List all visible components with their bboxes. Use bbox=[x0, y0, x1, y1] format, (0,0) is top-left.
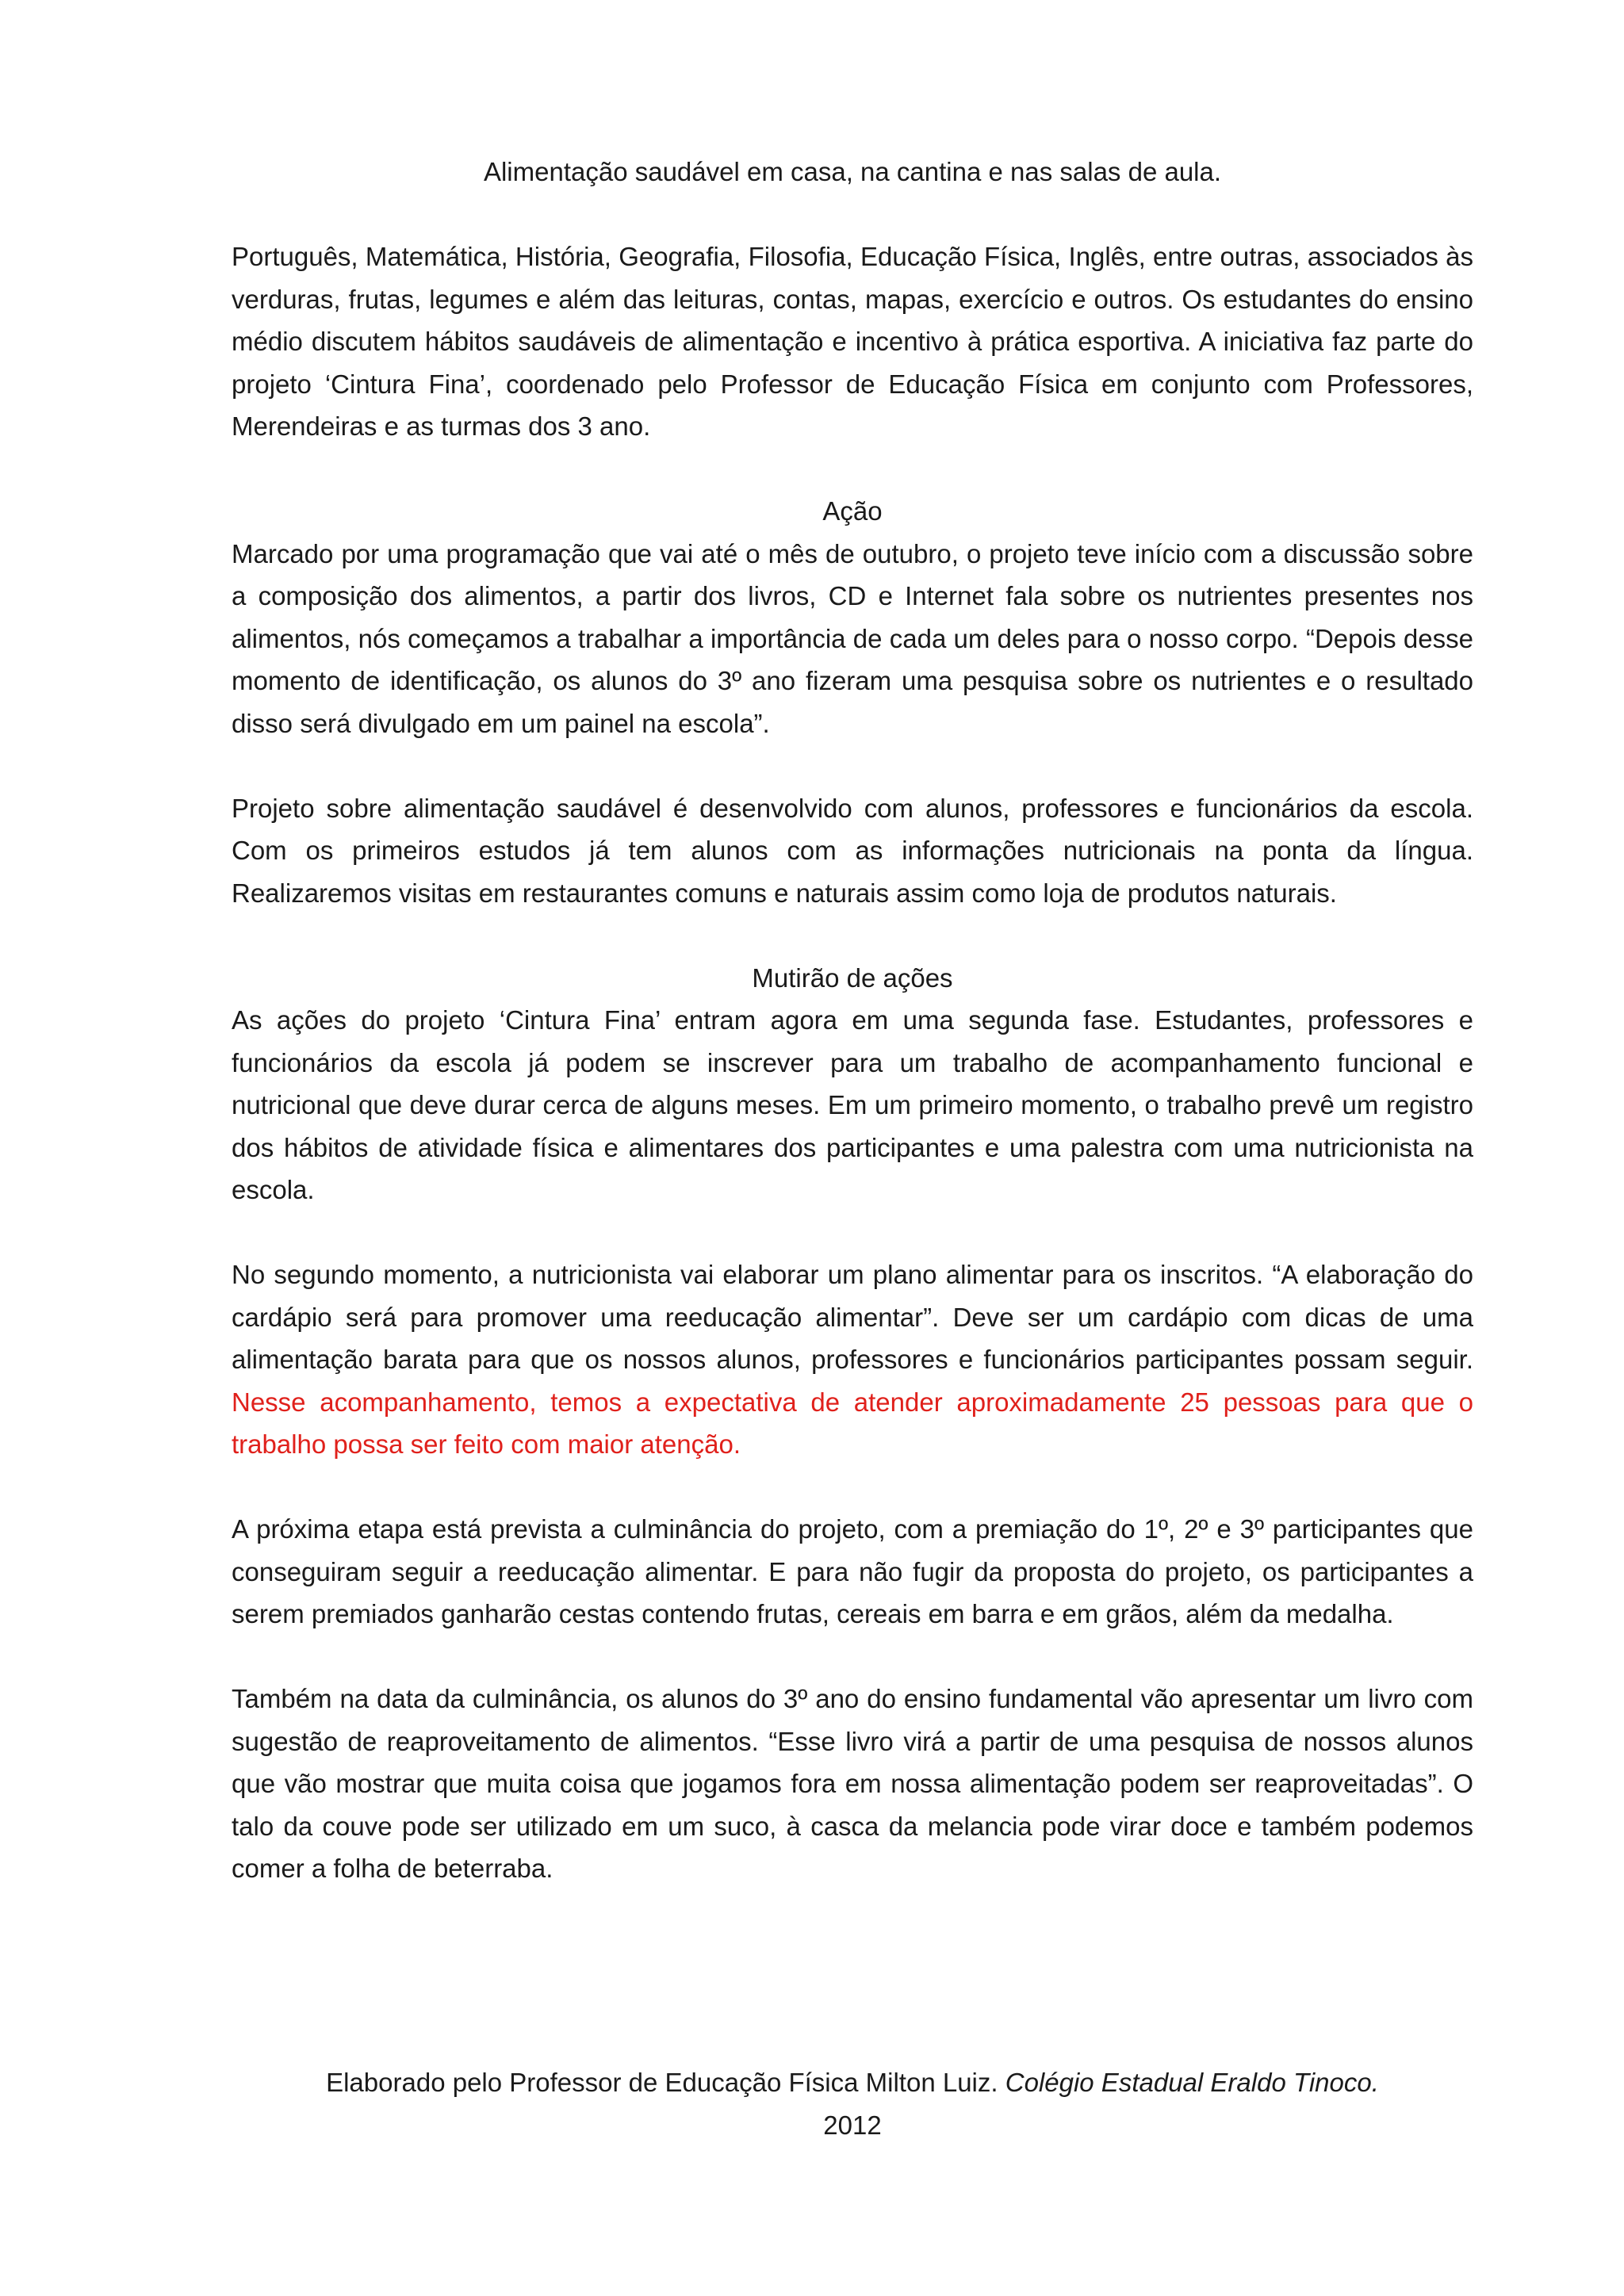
document-footer bbox=[232, 2061, 1473, 2146]
mutirao-paragraph-1: As ações do projeto ‘Cintura Fina’ entram agora em uma segunda fase. Estudantes, professores e funcionários da escola já podem se inscrever para um trabalho de acompanhamento funcional e nutricional que deve durar cerca de alguns meses. Em um primeiro momento, o trabalho prevê um registro dos hábitos de atividade física e alimentares dos participantes e uma palestra com uma nutricionista na escola. bbox=[232, 1005, 1473, 1204]
section-heading-mutirao: Mutirão de ações bbox=[752, 962, 953, 993]
footer-author: Elaborado pelo Professor de Educação Física Milton Luiz. bbox=[326, 2068, 1005, 2097]
spacer bbox=[232, 1636, 1473, 1678]
section-heading-acao: Ação bbox=[822, 496, 883, 526]
document-title: Alimentação saudável em casa, na cantina e nas salas de aula. bbox=[483, 157, 1222, 186]
spacer bbox=[232, 744, 1473, 787]
footer-school: Colégio Estadual Eraldo Tinoco. bbox=[1005, 2068, 1379, 2097]
spacer bbox=[232, 448, 1473, 491]
mutirao-paragraph-3: A próxima etapa está prevista a culminância do projeto, com a premiação do 1º, 2º e 3º participantes que conseguiram seguir a reeducação alimentar. E para não fugir da proposta do projeto, os participantes a serem premiados ganharão cestas contendo frutas, cereais em barra e em grãos, além da medalha. bbox=[232, 1514, 1473, 1628]
highlighted-expectation-text: Nesse acompanhamento, temos a expectativa de atender aproximadamente 25 pessoas para que o trabalho possa ser feito com maior atenção. bbox=[232, 1387, 1473, 1459]
spacer bbox=[232, 193, 1473, 236]
intro-paragraph: Português, Matemática, História, Geografia, Filosofia, Educação Física, Inglês, entre outras, associados às verduras, frutas, legumes e além das leituras, contas, mapas, exercício e outros. Os estudantes do ensino médio discutem hábitos saudáveis de alimentação e incentivo à prática esportiva. A iniciativa faz parte do projeto ‘Cintura Fina’, coordenado pelo Professor de Educação Física em conjunto com Professores, Merendeiras e as turmas dos 3 ano. bbox=[232, 242, 1473, 441]
footer-credit bbox=[232, 2061, 1473, 2104]
spacer bbox=[232, 1211, 1473, 1254]
document-body bbox=[232, 151, 1473, 1890]
footer-year: 2012 bbox=[823, 2110, 882, 2140]
acao-paragraph-2: Projeto sobre alimentação saudável é desenvolvido com alunos, professores e funcionários da escola. Com os primeiros estudos já tem alunos com as informações nutricionais na ponta da língua. Realizaremos visitas em restaurantes comuns e naturais assim como loja de produtos naturais. bbox=[232, 793, 1473, 908]
spacer bbox=[232, 1466, 1473, 1509]
acao-paragraph-1: Marcado por uma programação que vai até o mês de outubro, o projeto teve início com a discussão sobre a composição dos alimentos, a partir dos livros, CD e Internet fala sobre os nutrientes presentes nos alimentos, nós começamos a trabalhar a importância de cada um deles para o nosso corpo. “Depois desse momento de identificação, os alunos do 3º ano fizeram uma pesquisa sobre os nutrientes e o resultado disso será divulgado em um painel na escola”. bbox=[232, 538, 1473, 738]
spacer bbox=[232, 914, 1473, 957]
mutirao-paragraph-2 bbox=[232, 1253, 1473, 1466]
mutirao-paragraph-4: Também na data da culminância, os alunos do 3º ano do ensino fundamental vão apresentar um livro com sugestão de reaproveitamento de alimentos. “Esse livro virá a partir de uma pesquisa de nossos alunos que vão mostrar que muita coisa que jogamos fora em nossa alimentação podem ser reaproveitadas”. O talo da couve pode ser utilizado em um suco, à casca da melancia pode virar doce e também podemos comer a folha de beterraba. bbox=[232, 1684, 1473, 1883]
mutirao-paragraph-2-text: No segundo momento, a nutricionista vai elaborar um plano alimentar para os inscritos. “A elaboração do cardápio será para promover uma reeducação alimentar”. Deve ser um cardápio com dicas de uma alimentação barata para que os nossos alunos, professores e funcionários participantes possam seguir. bbox=[232, 1260, 1473, 1374]
